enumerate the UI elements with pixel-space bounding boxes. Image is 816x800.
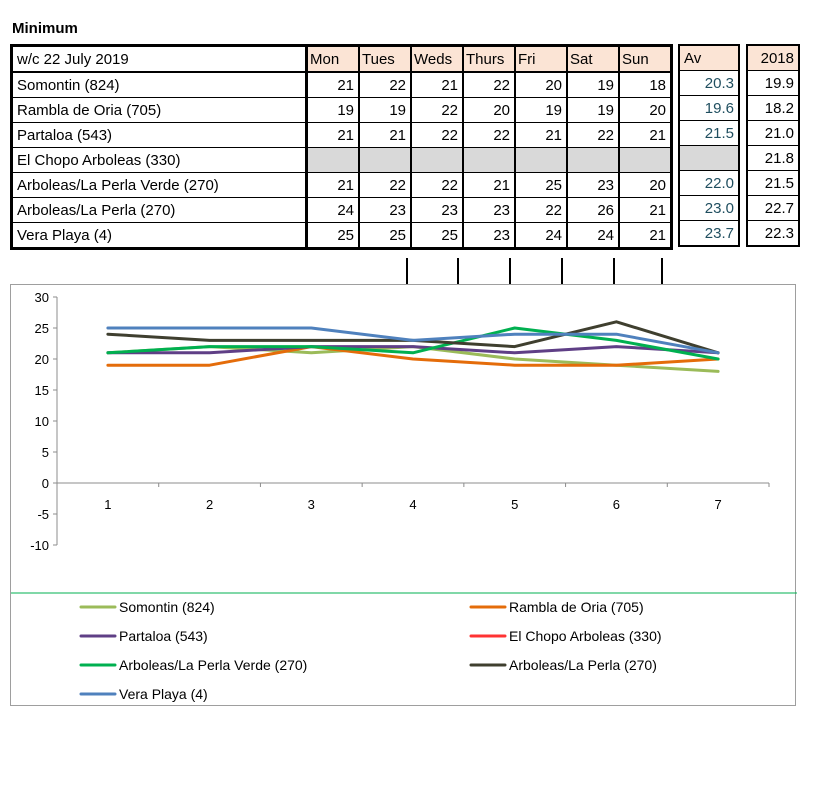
temperature-cell: 19 xyxy=(359,98,411,123)
legend-label: Arboleas/La Perla (270) xyxy=(509,657,657,673)
series-line xyxy=(108,328,718,359)
temperature-cell: 22 xyxy=(463,72,515,98)
average-cell: 23.7 xyxy=(679,221,739,247)
column-stub-line xyxy=(613,258,615,285)
day-header: Fri xyxy=(515,46,567,73)
temperature-cell xyxy=(463,148,515,173)
temperature-cell: 18 xyxy=(619,72,672,98)
line-chart-svg xyxy=(11,285,797,707)
temperature-cell: 21 xyxy=(619,198,672,223)
week-label: w/c 22 July 2019 xyxy=(12,46,307,73)
temperature-cell: 25 xyxy=(307,223,360,249)
y-tick-label: -10 xyxy=(30,538,49,553)
temperature-table xyxy=(10,44,673,250)
series-line xyxy=(108,347,718,366)
average-cell: 22.0 xyxy=(679,171,739,196)
temperature-cell xyxy=(411,148,463,173)
column-stub-line xyxy=(661,258,663,285)
y-tick-label: 10 xyxy=(34,414,49,429)
temperature-cell: 22 xyxy=(359,173,411,198)
table-row xyxy=(12,98,672,123)
av-header: Av xyxy=(679,45,739,71)
temperature-cell: 23 xyxy=(463,198,515,223)
column-stub-line xyxy=(509,258,511,285)
temperature-cell xyxy=(567,148,619,173)
page-title: Minimum xyxy=(12,20,78,37)
day-header: Thurs xyxy=(463,46,515,73)
station-name: Vera Playa (4) xyxy=(12,223,307,249)
station-name: Rambla de Oria (705) xyxy=(12,98,307,123)
legend-label: El Chopo Arboleas (330) xyxy=(509,628,662,644)
x-tick-label: 3 xyxy=(307,497,315,512)
temperature-cell: 21 xyxy=(307,72,360,98)
temperature-cell: 22 xyxy=(515,198,567,223)
station-name: Arboleas/La Perla Verde (270) xyxy=(12,173,307,198)
temperature-cell: 20 xyxy=(619,173,672,198)
y-tick-label: 0 xyxy=(41,476,49,491)
temperature-cell: 24 xyxy=(567,223,619,249)
temperature-cell xyxy=(359,148,411,173)
temperature-cell: 21 xyxy=(307,173,360,198)
legend-label: Partaloa (543) xyxy=(119,628,208,644)
year-2018-cell: 22.3 xyxy=(747,221,799,247)
temperature-cell: 22 xyxy=(567,123,619,148)
temperature-cell: 21 xyxy=(307,123,360,148)
year-2018-cell: 18.2 xyxy=(747,96,799,121)
average-table xyxy=(678,44,740,247)
temperature-cell: 24 xyxy=(515,223,567,249)
x-tick-label: 6 xyxy=(612,497,621,512)
table-header-row xyxy=(12,46,672,73)
temperature-cell: 25 xyxy=(411,223,463,249)
table-row xyxy=(12,72,672,98)
temperature-cell: 19 xyxy=(515,98,567,123)
temperature-cell: 23 xyxy=(567,173,619,198)
y-tick-label: 30 xyxy=(34,290,49,305)
temperature-cell: 21 xyxy=(463,173,515,198)
temperature-cell: 22 xyxy=(463,123,515,148)
temperature-cell: 22 xyxy=(359,72,411,98)
legend-label: Arboleas/La Perla Verde (270) xyxy=(119,657,308,673)
y-tick-label: 15 xyxy=(34,383,49,398)
average-cell: 19.6 xyxy=(679,96,739,121)
line-chart xyxy=(10,284,796,706)
temperature-cell: 24 xyxy=(307,198,360,223)
day-header: Weds xyxy=(411,46,463,73)
temperature-cell: 20 xyxy=(619,98,672,123)
year-2018-cell: 21.0 xyxy=(747,121,799,146)
temperature-cell: 23 xyxy=(463,223,515,249)
day-header: Tues xyxy=(359,46,411,73)
station-name: El Chopo Arboleas (330) xyxy=(12,148,307,173)
x-tick-label: 2 xyxy=(205,497,214,512)
temperature-cell: 21 xyxy=(411,72,463,98)
x-tick-label: 5 xyxy=(511,497,519,512)
year-2018-cell: 22.7 xyxy=(747,196,799,221)
table-row xyxy=(12,173,672,198)
table-row xyxy=(12,123,672,148)
day-header: Mon xyxy=(307,46,360,73)
year-2018-cell: 21.5 xyxy=(747,171,799,196)
y-tick-label: 5 xyxy=(41,445,49,460)
temperature-cell xyxy=(515,148,567,173)
temperature-cell: 21 xyxy=(619,123,672,148)
x-tick-label: 7 xyxy=(714,497,722,512)
year-header: 2018 xyxy=(747,45,799,71)
legend-label: Rambla de Oria (705) xyxy=(509,599,644,615)
year-2018-table xyxy=(746,44,800,247)
column-stub-line xyxy=(406,258,408,285)
temperature-cell: 23 xyxy=(359,198,411,223)
day-header: Sun xyxy=(619,46,672,73)
average-cell: 23.0 xyxy=(679,196,739,221)
temperature-cell: 22 xyxy=(411,98,463,123)
temperature-cell: 20 xyxy=(515,72,567,98)
temperature-cell: 22 xyxy=(411,123,463,148)
year-2018-cell: 21.8 xyxy=(747,146,799,171)
table-row xyxy=(12,148,672,173)
temperature-cell xyxy=(619,148,672,173)
average-cell: 21.5 xyxy=(679,121,739,146)
temperature-cell: 21 xyxy=(619,223,672,249)
temperature-cell: 19 xyxy=(307,98,360,123)
temperature-cell: 20 xyxy=(463,98,515,123)
year-2018-cell: 19.9 xyxy=(747,71,799,96)
temperature-cell: 25 xyxy=(359,223,411,249)
table-row xyxy=(12,223,672,249)
column-stub-line xyxy=(457,258,459,285)
y-tick-label: 20 xyxy=(34,352,49,367)
temperature-cell: 25 xyxy=(515,173,567,198)
column-stub-line xyxy=(561,258,563,285)
temperature-cell xyxy=(307,148,360,173)
x-tick-label: 1 xyxy=(104,497,112,512)
station-name: Partaloa (543) xyxy=(12,123,307,148)
station-name: Somontin (824) xyxy=(12,72,307,98)
y-tick-label: 25 xyxy=(34,321,49,336)
x-tick-label: 4 xyxy=(409,497,417,512)
temperature-cell: 21 xyxy=(359,123,411,148)
table-row xyxy=(12,198,672,223)
temperature-cell: 22 xyxy=(411,173,463,198)
temperature-cell: 19 xyxy=(567,98,619,123)
y-tick-label: -5 xyxy=(37,507,49,522)
temperature-cell: 21 xyxy=(515,123,567,148)
temperature-cell: 19 xyxy=(567,72,619,98)
average-cell: 20.3 xyxy=(679,71,739,96)
day-header: Sat xyxy=(567,46,619,73)
legend-label: Somontin (824) xyxy=(119,599,215,615)
station-name: Arboleas/La Perla (270) xyxy=(12,198,307,223)
legend-label: Vera Playa (4) xyxy=(119,686,208,702)
average-cell xyxy=(679,146,739,171)
temperature-cell: 23 xyxy=(411,198,463,223)
temperature-cell: 26 xyxy=(567,198,619,223)
